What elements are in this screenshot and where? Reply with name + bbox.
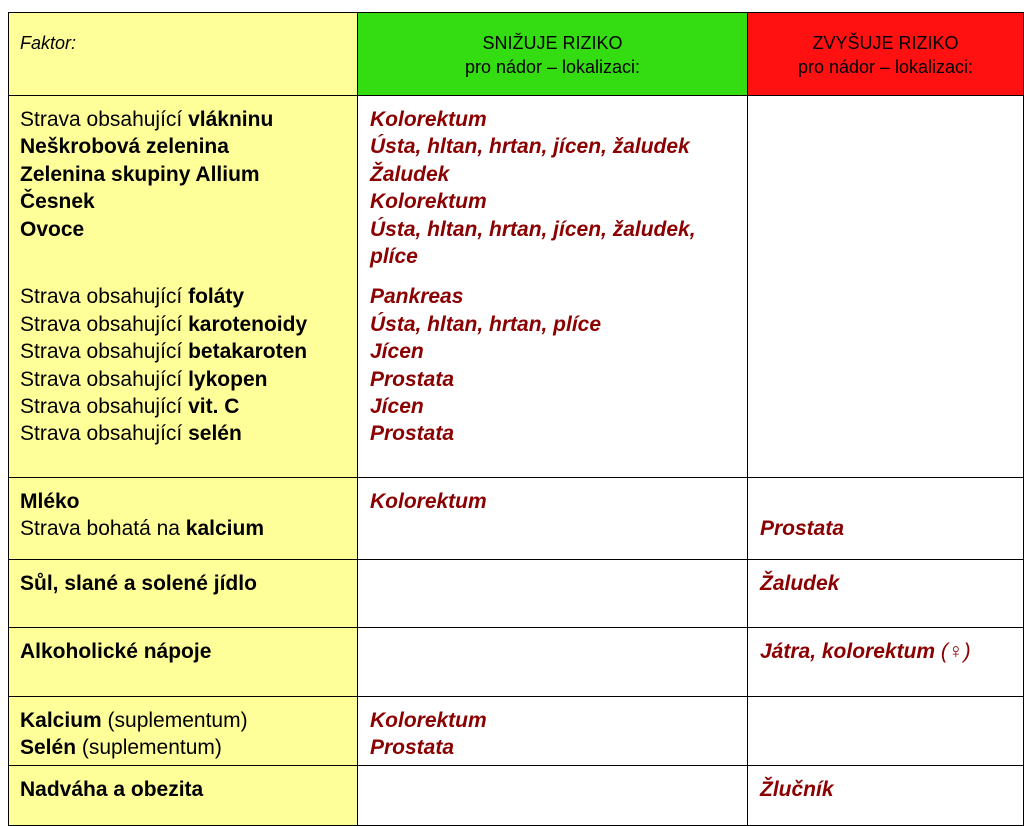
raises-cell xyxy=(748,628,1024,697)
header-lowers-risk-cell xyxy=(358,13,748,96)
table-row xyxy=(9,766,1024,826)
factor-label: Alkoholické nápoje xyxy=(20,640,212,663)
location-label: plíce xyxy=(370,244,418,268)
factor-label: Mléko xyxy=(20,490,80,513)
factor-label: Strava obsahující selén xyxy=(20,422,242,446)
factor-label: Strava obsahující vlákninu xyxy=(20,108,274,131)
lowers-cell xyxy=(358,697,748,766)
table-row xyxy=(9,697,1024,766)
raises-cell xyxy=(748,96,1024,478)
location-label: Jícen xyxy=(370,394,424,418)
factor-cell xyxy=(9,478,358,560)
header-raises-risk-cell xyxy=(748,13,1024,96)
location-label: Kolorektum xyxy=(370,709,487,732)
location-label: Ústa, hltan, hrtan, jícen, žaludek, xyxy=(370,217,696,241)
header-factor-cell xyxy=(9,13,358,96)
factor-label: Nadváha a obezita xyxy=(20,778,204,801)
lowers-cell xyxy=(358,96,748,478)
raises-cell xyxy=(748,478,1024,560)
location-label: Ústa, hltan, hrtan, plíce xyxy=(370,312,602,336)
lowers-cell xyxy=(358,560,748,628)
factor-cell xyxy=(9,96,358,478)
location-label: Prostata xyxy=(370,367,455,391)
factor-label: Selén (suplementum) xyxy=(20,736,222,760)
factor-label: Strava obsahující vit. C xyxy=(20,394,240,418)
raises-cell xyxy=(748,560,1024,628)
lowers-cell xyxy=(358,478,748,560)
location-label: Prostata xyxy=(370,736,455,760)
factor-label: Ovoce xyxy=(20,217,85,241)
raises-cell xyxy=(748,697,1024,766)
location-list xyxy=(358,283,747,447)
risk-factor-table xyxy=(8,12,1024,826)
location-label: Kolorektum xyxy=(370,490,487,513)
factor-cell xyxy=(9,560,358,628)
table-row xyxy=(9,96,1024,478)
lowers-cell xyxy=(358,628,748,697)
header-factor-label: Faktor: xyxy=(20,33,77,53)
location-label: Jícen xyxy=(370,340,424,364)
location-label: Pankreas xyxy=(370,285,464,309)
female-symbol-icon: (♀) xyxy=(940,640,971,663)
location-label: Žaludek xyxy=(370,162,450,186)
factor-cell xyxy=(9,628,358,697)
header-raises-subtitle: pro nádor – lokalizaci: xyxy=(797,57,974,77)
factor-label: Strava obsahující karotenoidy xyxy=(20,312,308,336)
header-raises-title: ZVYŠUJE RIZIKO xyxy=(812,33,959,53)
factor-label: Sůl, slané a solené jídlo xyxy=(20,572,257,595)
factor-label: Neškrobová zelenina xyxy=(20,135,229,159)
factor-label: Strava obsahující lykopen xyxy=(20,367,268,391)
table-row xyxy=(9,628,1024,697)
factor-label: Strava obsahující foláty xyxy=(20,285,245,309)
raises-cell xyxy=(748,766,1024,826)
location-label: Ústa, hltan, hrtan, jícen, žaludek xyxy=(370,135,690,159)
location-label: Žaludek xyxy=(760,572,840,595)
table-row xyxy=(9,478,1024,560)
header-lowers-subtitle: pro nádor – lokalizaci: xyxy=(464,57,641,77)
location-label: Kolorektum xyxy=(370,190,487,214)
factor-label: Česnek xyxy=(20,190,95,214)
factor-list xyxy=(9,283,357,447)
factor-label: Kalcium (suplementum) xyxy=(20,709,248,732)
header-row xyxy=(9,13,1024,96)
table-row xyxy=(9,560,1024,628)
factor-list xyxy=(9,96,357,270)
header-lowers-title: SNIŽUJE RIZIKO xyxy=(482,33,623,53)
factor-cell xyxy=(9,766,358,826)
location-label: Prostata xyxy=(370,422,455,446)
factor-label: Strava obsahující betakaroten xyxy=(20,340,308,364)
lowers-cell xyxy=(358,766,748,826)
factor-label: Zelenina skupiny Allium xyxy=(20,162,260,186)
factor-cell xyxy=(9,697,358,766)
factor-label: Strava bohatá na kalcium xyxy=(20,517,265,541)
location-label: Žlučník xyxy=(760,778,834,801)
location-label: Prostata xyxy=(760,517,845,541)
location-label: Játra, kolorektum (♀) xyxy=(760,640,971,663)
location-list xyxy=(358,96,747,270)
location-label: Kolorektum xyxy=(370,108,487,131)
